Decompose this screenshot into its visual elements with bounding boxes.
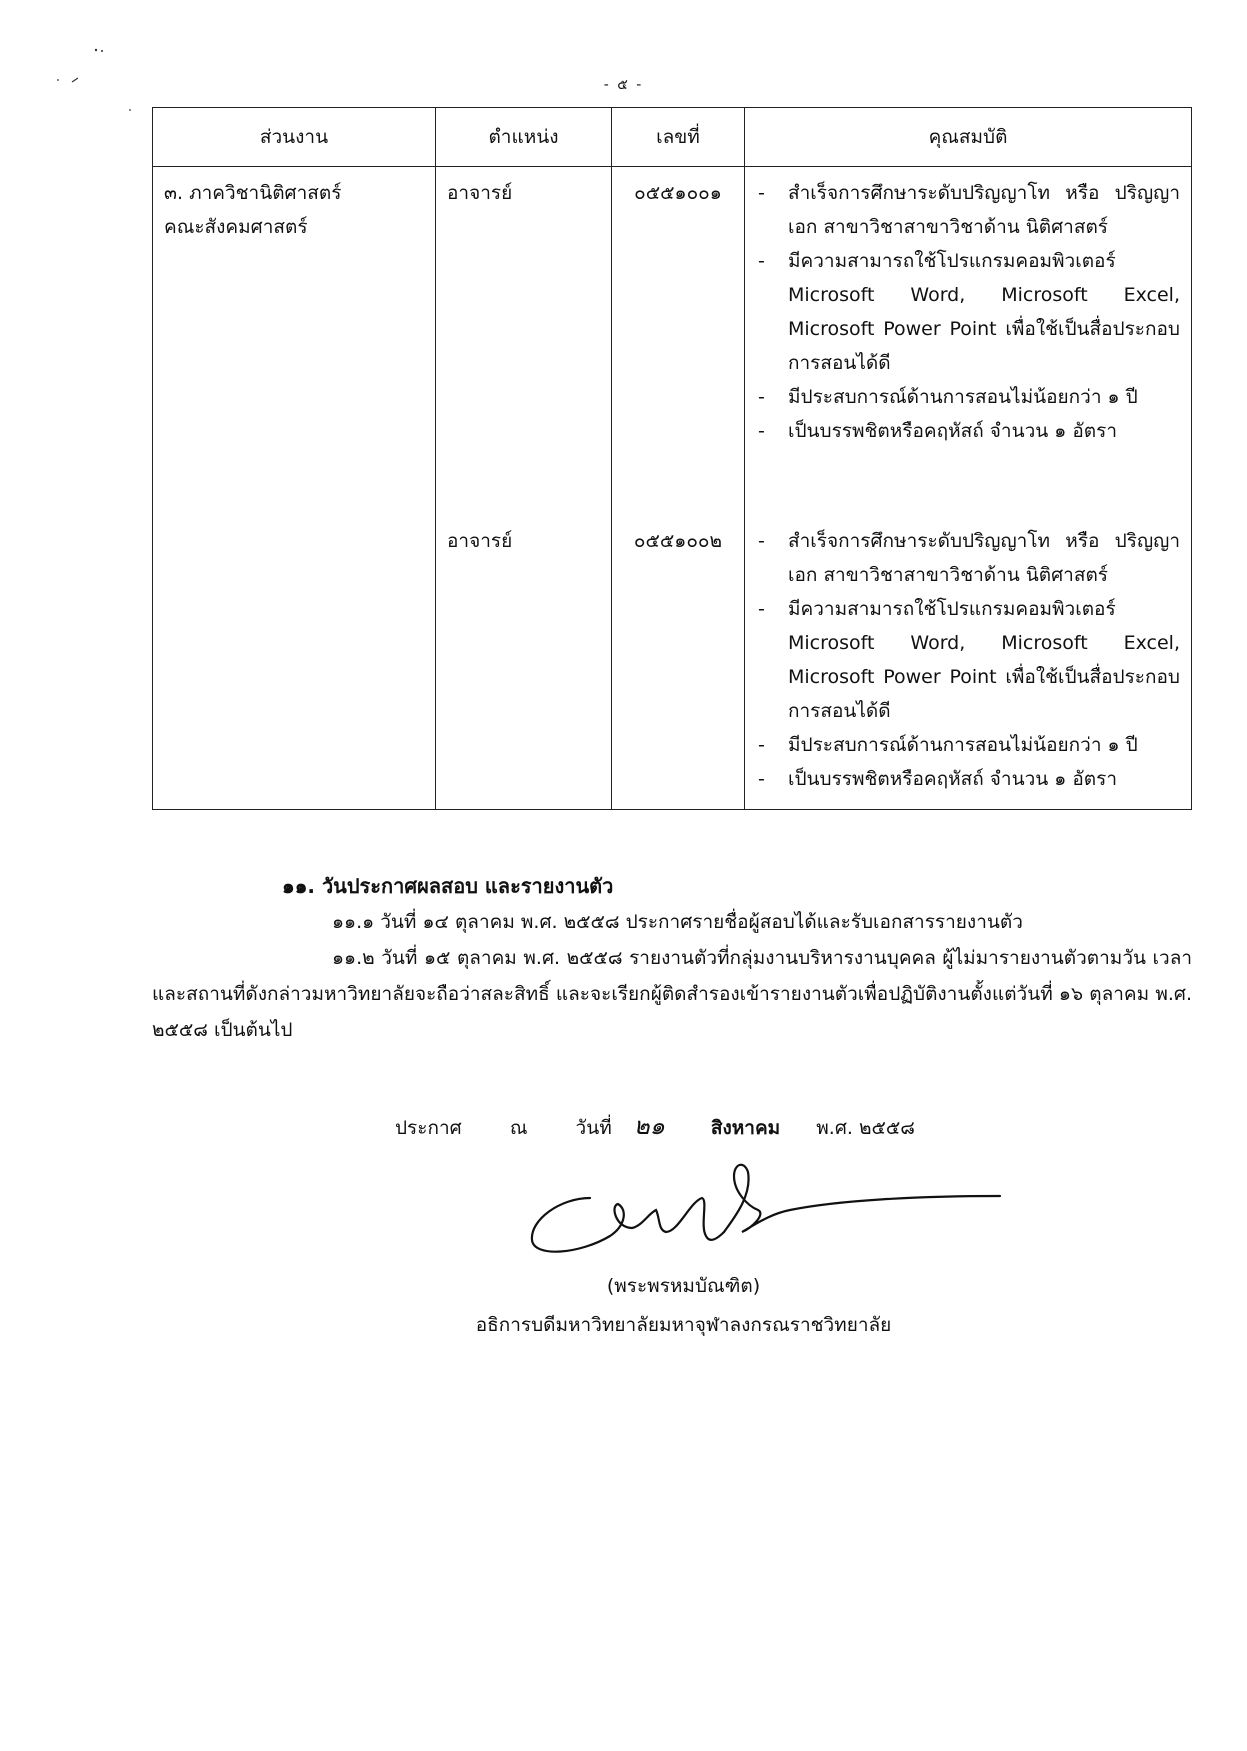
- announcement-date-line: [395, 1108, 915, 1146]
- position-cell: [436, 167, 612, 810]
- faculty-name: คณะสังคมศาสตร์: [164, 216, 308, 238]
- position-title-1: อาจารย์: [447, 182, 513, 204]
- signer-title: อธิการบดีมหาวิทยาลัยมหาจุฬาลงกรณราชวิทยาลัย: [475, 1314, 892, 1336]
- header-number: เลขที่: [612, 108, 745, 167]
- list-item: - เป็นบรรพชิตหรือคฤหัสถ์ จำนวน ๑ อัตรา: [758, 420, 1118, 442]
- header-position: ตำแหน่ง: [436, 108, 612, 167]
- page-number: - ๕ -: [603, 77, 644, 93]
- header-qualifications: คุณสมบัติ: [745, 108, 1192, 167]
- announce-month: สิงหาคม: [710, 1117, 781, 1139]
- table-header-row: [153, 108, 1192, 167]
- number-cell: [612, 167, 745, 810]
- list-item: - มีประสบการณ์ด้านการสอนไม่น้อยกว่า ๑ ปี: [758, 734, 1138, 756]
- department-name: ๓. ภาควิชานิติศาสตร์: [164, 182, 342, 204]
- section-item-11-1: ๑๑.๑ วันที่ ๑๔ ตุลาคม พ.ศ. ๒๕๕๘ ประกาศรายชื่อผู้สอบได้และรับเอกสารรายงานตัว: [332, 911, 1023, 933]
- announce-prefix: ประกาศ: [395, 1117, 462, 1139]
- section-11: [152, 868, 1192, 1048]
- department-cell: [153, 167, 436, 810]
- qualification-list-1: [746, 168, 1190, 516]
- table-row: [153, 167, 1192, 810]
- announce-day-label: วันที่: [575, 1117, 612, 1139]
- list-item: - สำเร็จการศึกษาระดับปริญญาโท หรือ ปริญญาเอก สาขาวิชาสาขาวิชาด้าน นิติศาสตร์: [758, 182, 1180, 238]
- list-item: - สำเร็จการศึกษาระดับปริญญาโท หรือ ปริญญาเอก สาขาวิชาสาขาวิชาด้าน นิติศาสตร์: [758, 530, 1180, 586]
- announce-year: พ.ศ. ๒๕๕๘: [816, 1117, 915, 1139]
- list-item: - เป็นบรรพชิตหรือคฤหัสถ์ จำนวน ๑ อัตรา: [758, 768, 1118, 790]
- position-number-1: ๐๕๕๑๐๐๑: [634, 182, 722, 204]
- section-title: ๑๑. วันประกาศผลสอบ และรายงานตัว: [282, 874, 614, 898]
- announce-at: ณ: [509, 1117, 528, 1139]
- handwritten-day: ๒๑: [633, 1112, 665, 1140]
- position-number-2: ๐๕๕๑๐๐๒: [633, 530, 723, 552]
- header-department: ส่วนงาน: [153, 108, 436, 167]
- positions-table: [152, 107, 1192, 810]
- scan-specks: [52, 44, 132, 114]
- list-item: - มีความสามารถใช้โปรแกรมคอมพิวเตอร์ Microsoft Word, Microsoft Excel, Microsoft Power Point เพื่อใช้เป็นสื่อประกอบการสอนได้ดี: [758, 598, 1180, 722]
- list-item: - มีความสามารถใช้โปรแกรมคอมพิวเตอร์ Microsoft Word, Microsoft Excel, Microsoft Power Point เพื่อใช้เป็นสื่อประกอบการสอนได้ดี: [758, 250, 1180, 374]
- signer-name: (พระพรหมบัณฑิต): [606, 1275, 761, 1297]
- qualification-list-2: [746, 516, 1190, 808]
- qualifications-cell: [745, 167, 1192, 810]
- section-item-11-2: ๑๑.๒ วันที่ ๑๕ ตุลาคม พ.ศ. ๒๕๕๘ รายงานตัวที่กลุ่มงานบริหารงานบุคคล ผู้ไม่มารายงานตัวตามวัน เวลา และสถานที่ดังกล่าวมหาวิทยาลัยจะถือว่าสละสิทธิ์ และจะเรียกผู้ติดสำรองเข้ารายงานตัวเพื่อปฏิบัติงานตั้งแต่วันที่ ๑๖ ตุลาคม พ.ศ. ๒๕๕๘ เป็นต้นไป: [152, 947, 1192, 1041]
- signature-image: [520, 1158, 1080, 1268]
- position-title-2: อาจารย์: [447, 530, 513, 552]
- list-item: - มีประสบการณ์ด้านการสอนไม่น้อยกว่า ๑ ปี: [758, 386, 1138, 408]
